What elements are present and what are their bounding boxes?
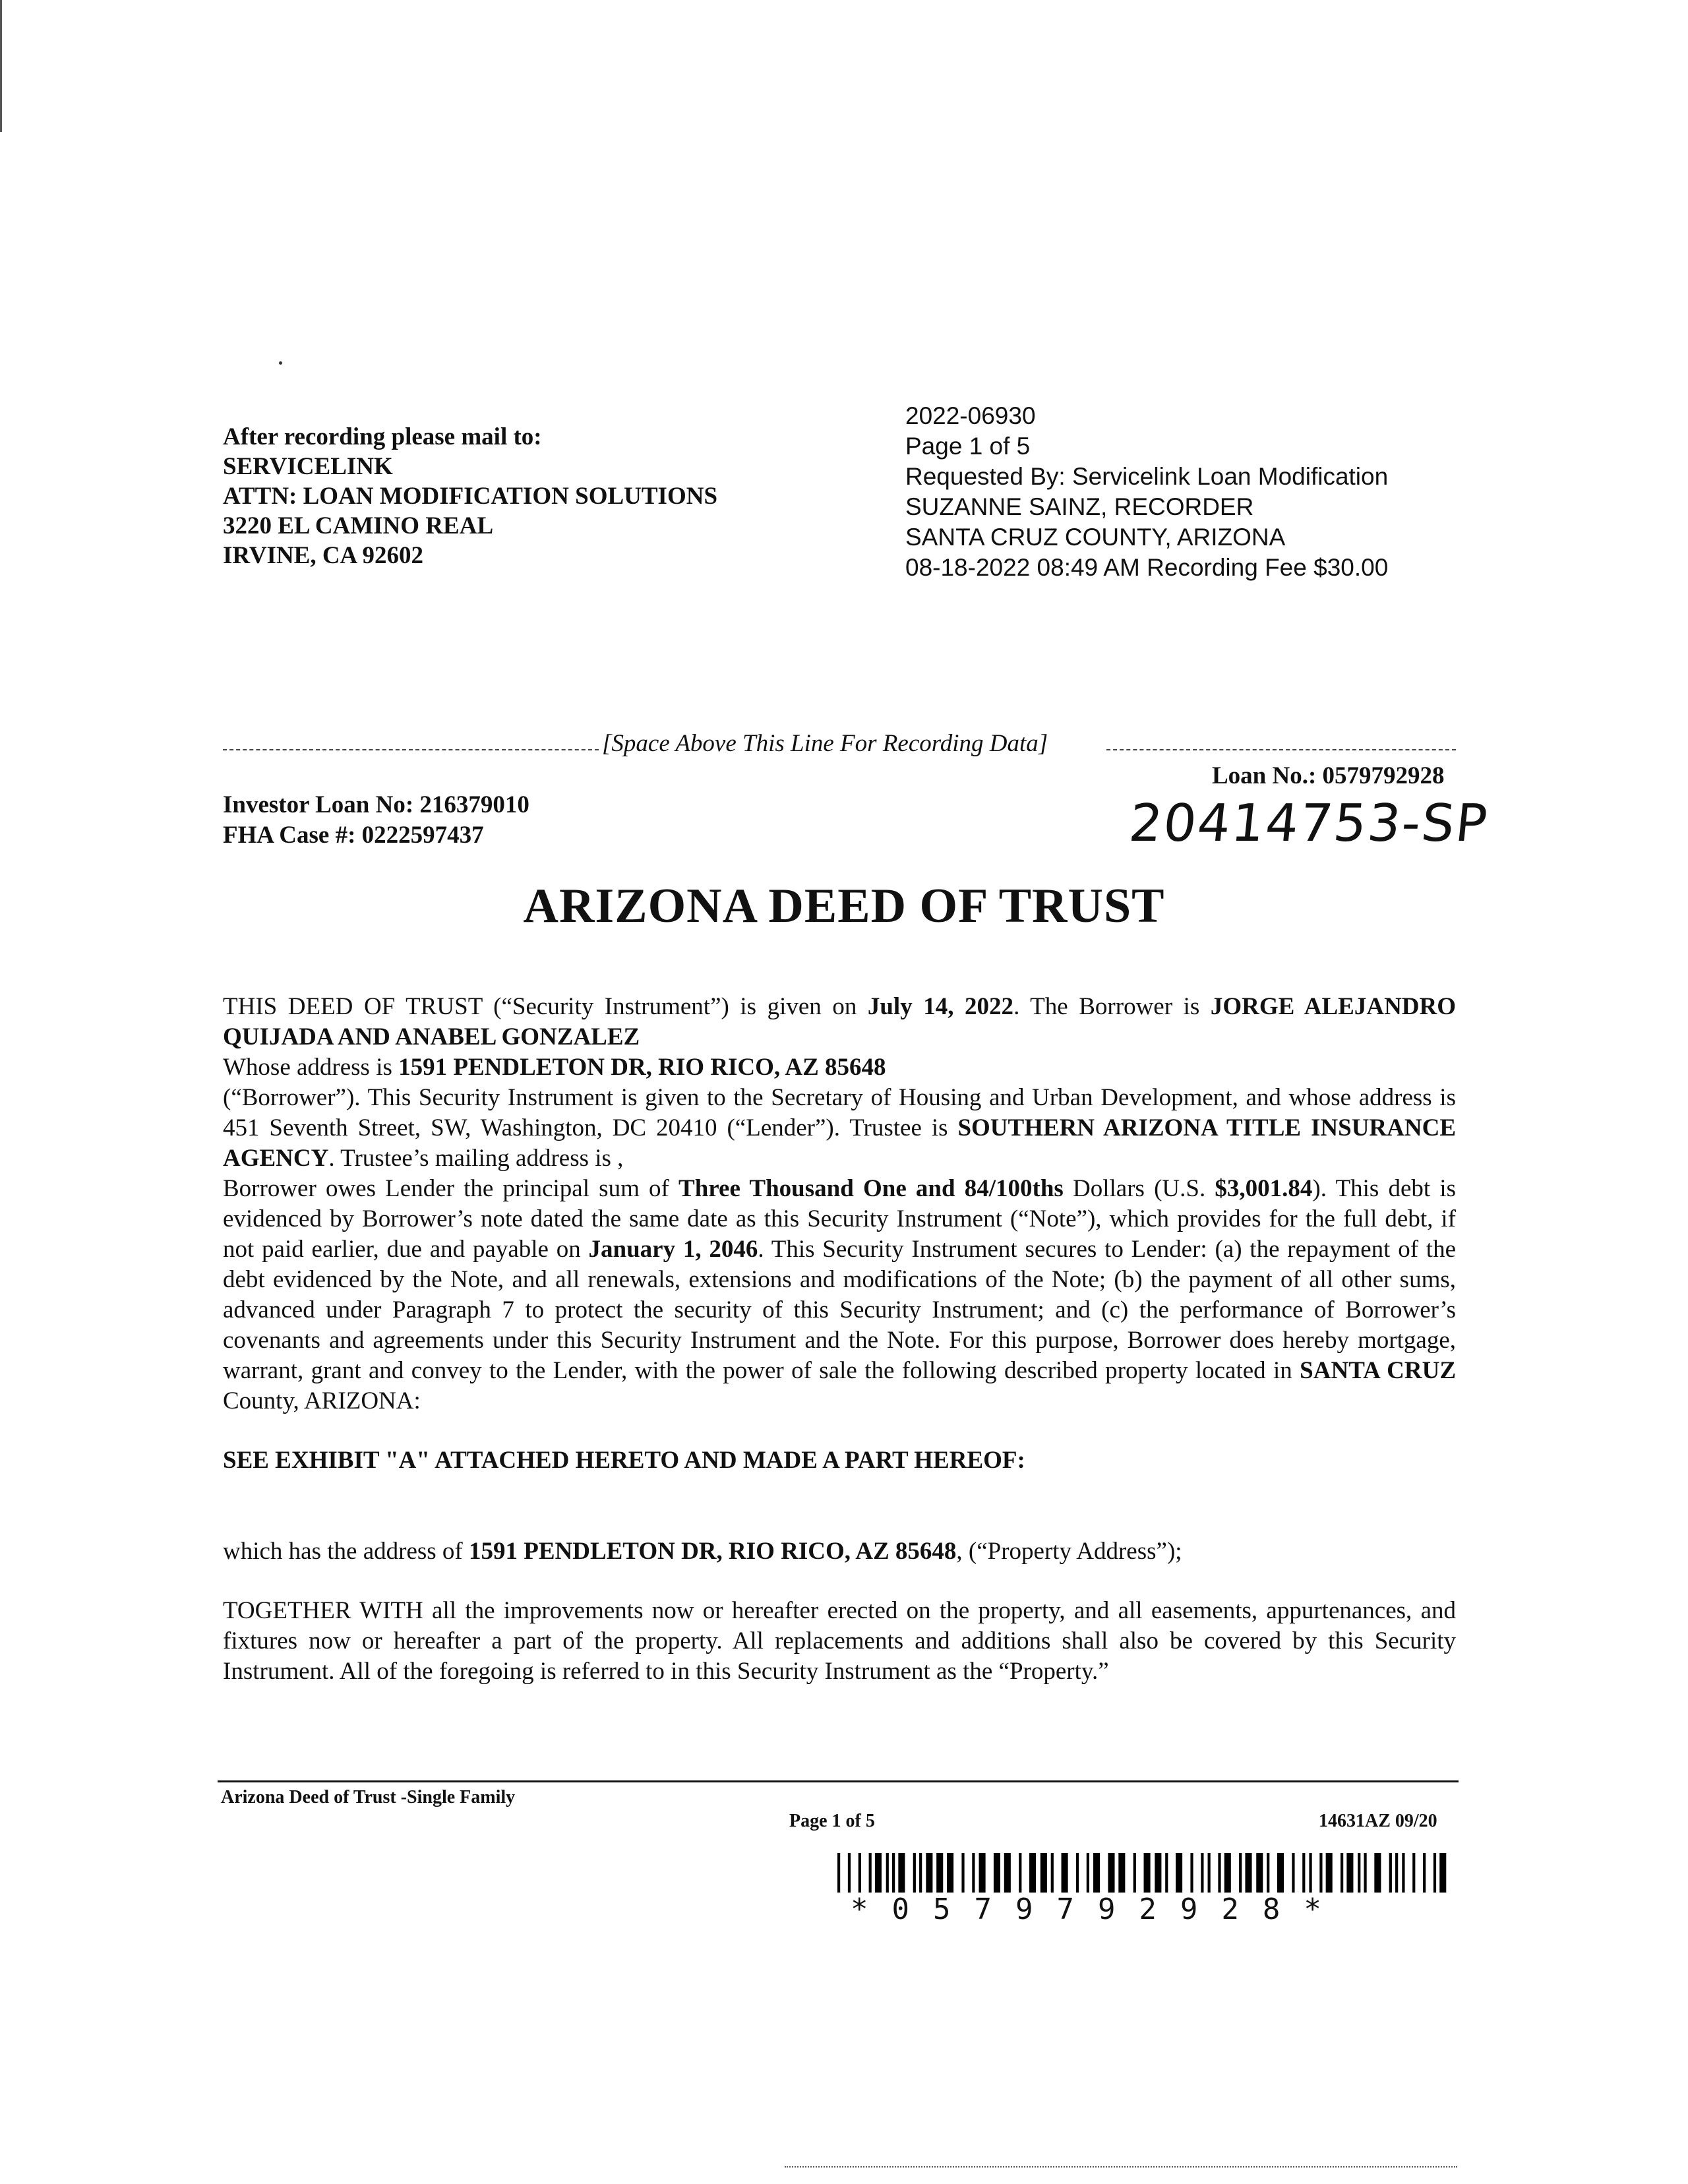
barcode-bar bbox=[1389, 1853, 1392, 1893]
paragraph-property-address bbox=[223, 1536, 1456, 1567]
paragraph-security-instrument bbox=[223, 992, 1456, 1416]
barcode-bar bbox=[898, 1853, 905, 1893]
barcode-bar bbox=[886, 1853, 889, 1893]
text-run: (“Borrower”). This Security Instrument is given to the Secretary of Housing and Urban Development, and whose address is 451 Seventh Street, SW, Washington, DC 20410 (“Lender”). Trustee is bbox=[223, 1084, 1456, 1141]
footer-page-number: Page 1 of 5 bbox=[789, 1811, 875, 1831]
text-run: which has the address of bbox=[223, 1538, 469, 1565]
recording-stamp bbox=[905, 401, 1388, 583]
barcode-bar bbox=[972, 1853, 975, 1893]
barcode-bar bbox=[913, 1853, 916, 1893]
footer-rule bbox=[218, 1780, 1459, 1782]
barcode-bar bbox=[1176, 1853, 1182, 1893]
investor-block bbox=[223, 790, 529, 851]
recording-line: Page 1 of 5 bbox=[905, 433, 1031, 460]
barcode-bar bbox=[1076, 1853, 1079, 1893]
barcode-bar bbox=[1402, 1853, 1404, 1893]
barcode-bar bbox=[1051, 1853, 1054, 1893]
recording-line: 2022-06930 bbox=[905, 402, 1036, 429]
barcode-bar bbox=[979, 1853, 986, 1893]
barcode-bar bbox=[926, 1853, 932, 1893]
barcode-bar bbox=[1239, 1853, 1242, 1893]
mail-to-block bbox=[223, 422, 717, 570]
barcode-bar bbox=[1004, 1853, 1011, 1893]
barcode-bar bbox=[1374, 1853, 1381, 1893]
barcode-bar bbox=[1423, 1853, 1426, 1893]
handwritten-note: 20414753-SP bbox=[1126, 794, 1492, 853]
barcode-bar bbox=[947, 1853, 953, 1893]
barcode-bar bbox=[848, 1853, 851, 1893]
scan-edge-mark bbox=[0, 0, 2, 132]
barcode-bar bbox=[1019, 1853, 1021, 1893]
barcode-bar bbox=[1029, 1853, 1036, 1893]
barcode-text: *0579792928* bbox=[851, 1893, 1345, 1926]
barcode-bar bbox=[1326, 1853, 1333, 1893]
barcode-bar bbox=[1277, 1853, 1284, 1893]
principal-sum-number: $3,001.84 bbox=[1215, 1175, 1313, 1202]
text-run: Whose address is bbox=[223, 1054, 399, 1081]
barcode-bar bbox=[1341, 1853, 1343, 1893]
trustee-name: SOUTHERN ARIZONA TITLE INSURANCE AGENCY bbox=[223, 1114, 1456, 1172]
text-run: Dollars (U.S. bbox=[1063, 1175, 1215, 1202]
barcode-bar bbox=[1118, 1853, 1125, 1893]
barcode-bar bbox=[1108, 1853, 1114, 1893]
borrower-names: JORGE ALEJANDRO QUIJADA AND ANABEL GONZALEZ bbox=[223, 993, 1457, 1050]
property-address: 1591 PENDLETON DR, RIO RICO, AZ 85648 bbox=[468, 1538, 957, 1565]
footer-form-title: Arizona Deed of Trust -Single Family bbox=[221, 1787, 516, 1807]
barcode-bar bbox=[837, 1853, 840, 1893]
recording-line: 08-18-2022 08:49 AM Recording Fee $30.00 bbox=[905, 554, 1389, 581]
text-run: Borrower owes Lender the principal sum of bbox=[223, 1175, 679, 1202]
barcode-bar bbox=[1364, 1853, 1366, 1893]
exhibit-reference: SEE EXHIBIT "A" ATTACHED HERETO AND MADE A PART HEREOF: bbox=[223, 1447, 1025, 1474]
mail-to-line: ATTN: LOAN MODIFICATION SOLUTIONS bbox=[223, 483, 718, 510]
recording-line: SANTA CRUZ COUNTY, ARIZONA bbox=[905, 524, 1286, 551]
barcode-bar bbox=[1256, 1853, 1263, 1893]
barcode-bar bbox=[1040, 1853, 1047, 1893]
text-run: . Trustee’s mailing address is , bbox=[328, 1145, 624, 1172]
text-run: , (“Property Address”); bbox=[956, 1538, 1182, 1565]
text-run: . The Borrower is bbox=[1013, 993, 1211, 1020]
space-above-line bbox=[223, 729, 1456, 762]
dashed-rule bbox=[1106, 749, 1456, 750]
barcode-bar bbox=[859, 1853, 861, 1893]
text-run: THIS DEED OF TRUST (“Security Instrument”) is given on bbox=[223, 993, 868, 1020]
mail-to-line: IRVINE, CA 92602 bbox=[223, 542, 423, 569]
barcode-bar bbox=[869, 1853, 872, 1893]
scan-dot bbox=[279, 361, 282, 365]
barcode-bar bbox=[994, 1853, 1000, 1893]
barcode-bar bbox=[919, 1853, 922, 1893]
barcode-bar bbox=[1062, 1853, 1068, 1893]
text-run: County, ARIZONA: bbox=[223, 1387, 421, 1414]
barcode-bar bbox=[1439, 1853, 1446, 1893]
barcode-bar bbox=[875, 1853, 882, 1893]
barcode-bar bbox=[1346, 1853, 1353, 1893]
due-date: January 1, 2046 bbox=[588, 1236, 758, 1263]
barcode-bar bbox=[1358, 1853, 1360, 1893]
barcode-bar bbox=[1190, 1853, 1193, 1893]
recording-line: Requested By: Servicelink Loan Modification bbox=[905, 463, 1389, 490]
text-run: ). This debt is evidenced by Borrower’s note dated the same date as this Security Instrument (“Note”), which provides for the full debt, if not paid earlier, due and payable on bbox=[223, 1175, 1456, 1263]
barcode-bar bbox=[1093, 1853, 1100, 1893]
barcode-bar bbox=[1267, 1853, 1269, 1893]
dashed-rule bbox=[223, 749, 599, 750]
barcode-bar bbox=[1201, 1853, 1203, 1893]
barcode-bar bbox=[1144, 1853, 1151, 1893]
mail-to-line: After recording please mail to: bbox=[223, 423, 542, 450]
paragraph-together-with: TOGETHER WITH all the improvements now or hereafter erected on the property, and all easements, appurtenances, and fixtures now or hereafter a part of the property. All replacements and additions shall also be covered by this Security Instrument. All of the foregoing is referred to in this Security Instrument as the “Property.” bbox=[223, 1597, 1456, 1685]
barcode-bar bbox=[1165, 1853, 1168, 1893]
loan-number: Loan No.: 0579792928 bbox=[1212, 762, 1445, 789]
mail-to-line: 3220 EL CAMINO REAL bbox=[223, 512, 494, 539]
barcode-bar bbox=[1087, 1853, 1089, 1893]
document-title: ARIZONA DEED OF TRUST bbox=[523, 879, 1165, 933]
principal-sum-words: Three Thousand One and 84/100ths bbox=[678, 1175, 1064, 1202]
borrower-address: 1591 PENDLETON DR, RIO RICO, AZ 85648 bbox=[398, 1054, 886, 1081]
instrument-date: July 14, 2022 bbox=[867, 993, 1014, 1020]
barcode-bar bbox=[1224, 1853, 1231, 1893]
footer-form-number: 14631AZ 09/20 bbox=[1319, 1811, 1437, 1831]
text-run: . This Security Instrument secures to Lender: (a) the repayment of the debt evidenced by the Note, and all renewals, extensions and modifications of the Note; (b) the payment of all other sums, advanced under Paragraph 7 to protect the security of this Security Instrument; and (c) the performance of Borrower’s covenants and agreements under this Security Instrument and the Note. For this purpose, Borrower does hereby mortgage, warrant, grant and convey to the Lender, with the power of sale the following described property located in bbox=[223, 1236, 1456, 1384]
barcode-bar bbox=[892, 1853, 895, 1893]
barcode-bar bbox=[1319, 1853, 1322, 1893]
fha-case-number: FHA Case #: 0222597437 bbox=[223, 822, 484, 849]
recording-line: SUZANNE SAINZ, RECORDER bbox=[905, 493, 1254, 520]
barcode-bar bbox=[1245, 1853, 1251, 1893]
barcode-bar bbox=[1218, 1853, 1221, 1893]
barcode-bar bbox=[1133, 1853, 1136, 1893]
county-name: SANTA CRUZ bbox=[1300, 1357, 1457, 1384]
barcode-bar bbox=[1292, 1853, 1294, 1893]
barcode-bar bbox=[1208, 1853, 1211, 1893]
barcode-bar bbox=[1302, 1853, 1305, 1893]
investor-loan-number: Investor Loan No: 216379010 bbox=[223, 791, 529, 818]
barcode bbox=[837, 1853, 1451, 1893]
barcode-bar bbox=[1309, 1853, 1311, 1893]
barcode-bar bbox=[936, 1853, 943, 1893]
barcode-bar bbox=[1155, 1853, 1161, 1893]
bottom-scan-rule bbox=[785, 2166, 1457, 2168]
barcode-bar bbox=[1433, 1853, 1436, 1893]
barcode-bar bbox=[1412, 1853, 1415, 1893]
mail-to-line: SERVICELINK bbox=[223, 453, 393, 480]
barcode-bar bbox=[961, 1853, 964, 1893]
barcode-bar bbox=[1395, 1853, 1398, 1893]
space-above-label: [Space Above This Line For Recording Data] bbox=[602, 730, 1048, 757]
